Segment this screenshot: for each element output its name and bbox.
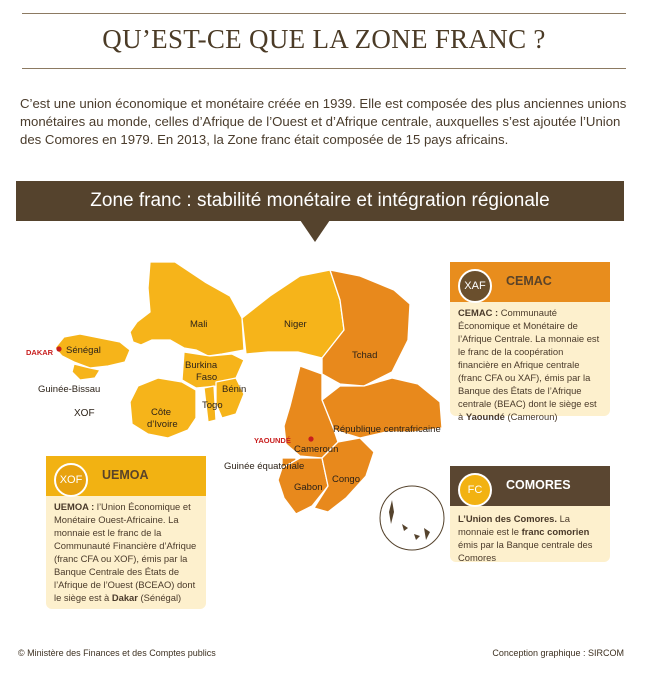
cemac-card-body [450,302,610,429]
cemac-card-title: CEMAC [506,274,552,288]
label-congo: Congo [332,474,360,485]
uemoa-seat-country: (Sénégal) [140,592,182,603]
page-title: QU’EST-CE QUE LA ZONE FRANC ? [102,24,546,54]
label-cote-2: d’Ivoire [147,419,178,430]
uemoa-card-body [46,496,206,610]
dakar-marker [56,346,61,351]
cemac-seat-city: Yaoundé [465,411,505,422]
label-tchad: Tchad [352,350,378,361]
banner-title: Zone franc : stabilité monétaire et intégration régionale [90,190,550,211]
cemac-seat-country: (Cameroun) [507,411,558,422]
uemoa-seat-city: Dakar [111,592,138,603]
label-burkina-2: Faso [196,372,218,383]
fc-currency-badge: FC [458,473,492,507]
footer-credits: Conception graphique : SIRCOM [492,648,624,658]
label-guinee-equatoriale: Guinée équatoriale [224,461,305,472]
label-benin: Bénin [222,384,247,395]
uemoa-name: UEMOA : [54,501,95,512]
label-burkina-1: Burkina [185,360,218,371]
label-xof-zone: XOF [74,408,95,419]
label-mali: Mali [190,319,208,330]
comores-currency: franc comorien [521,526,590,537]
title-underline [22,68,626,69]
uemoa-card-header [46,456,206,496]
uemoa-card-title: UEMOA [102,468,149,482]
yaounde-marker [308,436,313,441]
cemac-card-header [450,262,610,302]
xaf-currency-badge: XAF [458,269,492,303]
comores-description: La monnaie est le [458,513,571,537]
map-mali [130,262,244,356]
comores-name: L’Union des Comores. [458,513,557,524]
map-niger [242,270,344,358]
label-dakar: DAKAR [26,348,54,357]
comores-card-header [450,466,610,506]
banner-pointer [300,220,330,242]
label-senegal: Sénégal [66,345,101,356]
label-rca: République centrafricaine [333,424,441,435]
section-banner [16,181,624,221]
label-yaounde: YAOUNDÉ [254,436,291,445]
cemac-card [450,262,610,422]
label-cameroun: Cameroun [294,444,339,455]
cemac-description: Communauté Économique et Monétaire de l’Afrique Centrale. La monnaie est le franc de la coopération financière en Afrique centrale (franc CFA ou XAF), émis par la Banque des États de l’Afrique centrale (BEAC) dont le siège est à [458,307,600,422]
label-togo: Togo [202,400,223,411]
label-gabon: Gabon [294,482,323,493]
label-niger: Niger [284,319,307,330]
uemoa-card [46,456,206,609]
xof-currency-badge: XOF [54,463,88,497]
footer-copyright: © Ministère des Finances et des Comptes publics [18,648,216,658]
comores-card [450,466,610,562]
comores-card-title: COMORES [506,478,571,492]
cemac-name: CEMAC : [458,307,499,318]
map-comores [380,486,444,550]
label-guinee-bissau: Guinée-Bissau [38,384,101,395]
comores-issuer: émis par la Banque centrale des Comores [458,539,593,563]
top-rule [22,13,626,14]
comores-card-body [450,506,610,570]
uemoa-description: l’Union Économique et Monétaire Ouest-Africaine. La monnaie est le franc de la Communauté Financière d’Afrique (franc CFA ou XOF), émis par la Banque Centrale des États de l’Afrique de l’Ouest (BCEAO) dont le siège est à [54,501,197,603]
label-cote-1: Côte [151,407,172,418]
intro-paragraph: C’est une union économique et monétaire créée en 1939. Elle est composée des plus anciennes unions monétaires au monde, celles d’Afrique de l’Ouest et d’Afrique centrale, auxquelles s’est ajoutée l’Union des Comores en 1979. En 2013, la Zone franc était composée de 15 pays africains. [20,96,627,147]
